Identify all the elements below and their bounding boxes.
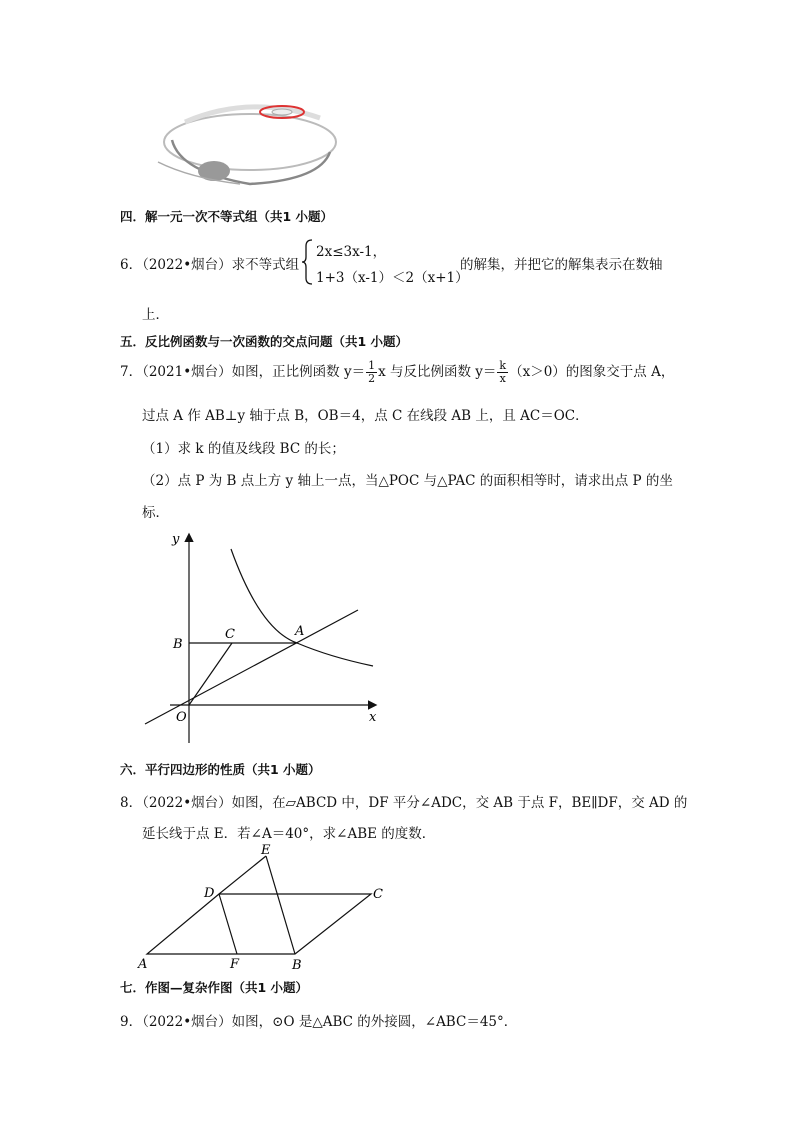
q8-figure (135, 842, 395, 972)
q6-inequality-1: 2x≤3x-1， (316, 244, 387, 260)
q8-label-a: A (138, 957, 148, 972)
q8-label-c: C (373, 887, 383, 902)
q8-label-d: D (204, 886, 215, 901)
q7-line-1 (120, 360, 674, 385)
q6-continuation: 上． (142, 307, 169, 323)
q7-label-y: y (172, 532, 180, 547)
q7-part-2-cont: 标． (142, 505, 169, 521)
q7-fraction-half: $\frac{1}{2}$ (368, 359, 376, 385)
q7-text-b: x 与反比例函数 y＝ (378, 364, 497, 380)
q7-text-a: 7．（2021•烟台）如图，正比例函数 y＝ (120, 364, 366, 380)
q8-segment-df (219, 894, 237, 954)
q7-line-2: 过点 A 作 AB⊥y 轴于点 B，OB＝4，点 C 在线段 AB 上，且 AC＝OC． (142, 408, 589, 424)
section-5-heading: 五．反比例函数与一次函数的交点问题（共1 小题） (120, 334, 409, 349)
q7-hyperbola (231, 549, 373, 666)
q9-line-1: 9．（2022•烟台）如图，⊙O 是△ABC 的外接圆，∠ABC＝45°． (120, 1014, 518, 1030)
q8-segment-de (219, 856, 266, 894)
q7-label-b: B (173, 637, 183, 652)
q6-prefix: 6．（2022•烟台）求不等式组 (120, 257, 300, 273)
q7-line-graph (145, 610, 358, 724)
q7-text-c: （x＞0）的图象交于点 A， (509, 364, 675, 380)
q8-segment-be (266, 856, 295, 954)
q8-parallelogram (147, 894, 371, 954)
q8-label-e: E (261, 843, 271, 858)
q6-brace (300, 238, 314, 286)
q8-label-f: F (230, 957, 240, 972)
section-7-heading: 七．作图—复杂作图（共1 小题） (120, 980, 309, 995)
q7-label-a: A (295, 624, 305, 639)
section-4-heading: 四．解一元一次不等式组（共1 小题） (120, 209, 334, 224)
section-6-heading: 六．平行四边形的性质（共1 小题） (120, 762, 321, 777)
q8-line-1: 8．（2022•烟台）如图，在▱ABCD 中，DF 平分∠ADC，交 AB 于点 F，BE∥DF，交 AD 的 (120, 795, 688, 811)
q7-part-1: （1）求 k 的值及线段 BC 的长； (142, 441, 345, 457)
robot-vacuum-image (150, 92, 350, 197)
q7-figure (140, 525, 390, 750)
q8-line-2: 延长线于点 E．若∠A＝40°，求∠ABE 的度数． (142, 826, 436, 842)
q8-label-b: B (292, 958, 302, 972)
q7-fraction-k-over-x: $\frac{k}{x}$ (499, 359, 507, 385)
q7-part-2: （2）点 P 为 B 点上方 y 轴上一点，当△POC 与△PAC 的面积相等时，请求出点 P 的坐 (142, 473, 673, 489)
q7-label-x: x (369, 710, 377, 725)
q7-label-c: C (225, 627, 235, 642)
q7-segment-oc (189, 643, 232, 705)
q7-label-o: O (176, 710, 187, 725)
q6-inequality-2: 1+3（x-1）＜2（x+1） (316, 270, 469, 286)
q6-suffix: 的解集，并把它的解集表示在数轴 (460, 257, 663, 273)
